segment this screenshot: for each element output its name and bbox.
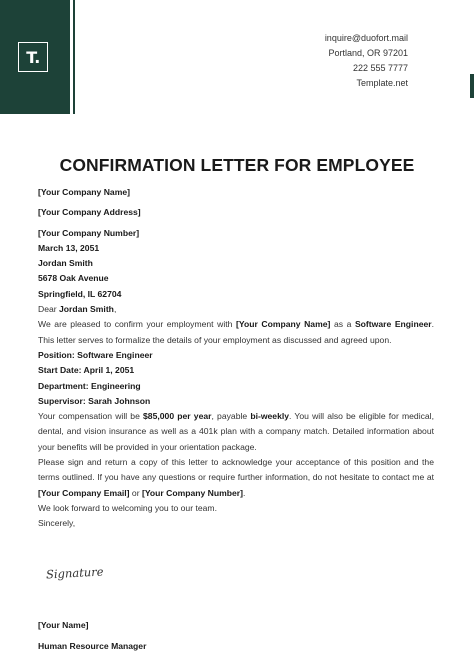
recipient-street: 5678 Oak Avenue	[38, 273, 109, 284]
contact-address: Portland, OR 97201	[328, 48, 408, 58]
p3-text-c: .	[243, 487, 246, 498]
contact-website: Template.net	[356, 78, 408, 88]
company-number: [Your Company Number]	[38, 227, 140, 238]
logo-letter: T.	[26, 47, 40, 67]
salutation-name: Jordan Smith	[59, 304, 114, 315]
p2-text-b: , payable	[211, 411, 251, 422]
closing-line: We look forward to welcoming you to our team.	[38, 502, 217, 513]
contact-email: inquire@duofort.mail	[324, 33, 408, 43]
position-line: Position: Software Engineer	[38, 349, 153, 360]
sender-title: Human Resource Manager	[38, 641, 147, 651]
sender-name: [Your Name]	[38, 620, 89, 630]
company-name: [Your Company Name]	[38, 187, 130, 197]
company-logo	[18, 42, 48, 72]
p2-text-a: Your compensation will be	[38, 411, 144, 422]
letter-body	[38, 185, 434, 532]
signature-script: Signature	[45, 564, 104, 582]
p1-company: [Your Company Name]	[236, 319, 331, 330]
contact-phone: 222 555 7777	[352, 63, 408, 73]
signoff: Sincerely,	[38, 518, 76, 529]
p2-salary: $85,000 per year	[143, 411, 212, 422]
document-title: CONFIRMATION LETTER FOR EMPLOYEE	[59, 155, 415, 175]
p3-text-b: or	[129, 487, 142, 498]
header-divider	[73, 0, 75, 114]
p2-text-c: . You will also be eligible for medical, dental, and vision insurance as well as a 401k plan with a company match. Detailed information about your benefits will be provided in your orientation package.	[38, 411, 434, 452]
salutation	[38, 302, 434, 317]
p1-text-c: . This letter serves to formalize the details of your employment as discussed and agreed upon.	[38, 319, 434, 345]
p3-text-a: Please sign and return a copy of this letter to acknowledge your acceptance of this position and the terms outlined. If you have any questions or require further information, do not hesitate to contact me at	[38, 457, 434, 483]
company-address: [Your Company Address]	[38, 207, 141, 218]
supervisor-line: Supervisor: Sarah Johnson	[38, 395, 151, 406]
paragraph-compensation	[38, 409, 434, 455]
recipient-city: Springfield, IL 62704	[38, 288, 122, 299]
p3-number: [Your Company Number]	[141, 487, 244, 498]
p1-role: Software Engineer	[354, 319, 432, 330]
start-date-line: Start Date: April 1, 2051	[38, 365, 135, 376]
recipient-name: Jordan Smith	[38, 258, 93, 269]
salutation-prefix: Dear	[38, 304, 60, 315]
p1-text-b: as a	[330, 319, 355, 330]
paragraph-acceptance	[38, 455, 434, 501]
paragraph-confirmation	[38, 317, 434, 348]
side-accent-tab	[470, 74, 474, 98]
header-brand-band	[0, 0, 70, 114]
department-line: Department: Engineering	[38, 380, 141, 391]
p2-frequency: bi-weekly	[250, 411, 290, 422]
p1-text-a: We are pleased to confirm your employment with	[38, 319, 236, 330]
contact-block	[325, 31, 408, 91]
salutation-suffix: ,	[113, 304, 117, 315]
letter-date: March 13, 2051	[38, 242, 100, 253]
p3-email: [Your Company Email]	[38, 487, 130, 498]
